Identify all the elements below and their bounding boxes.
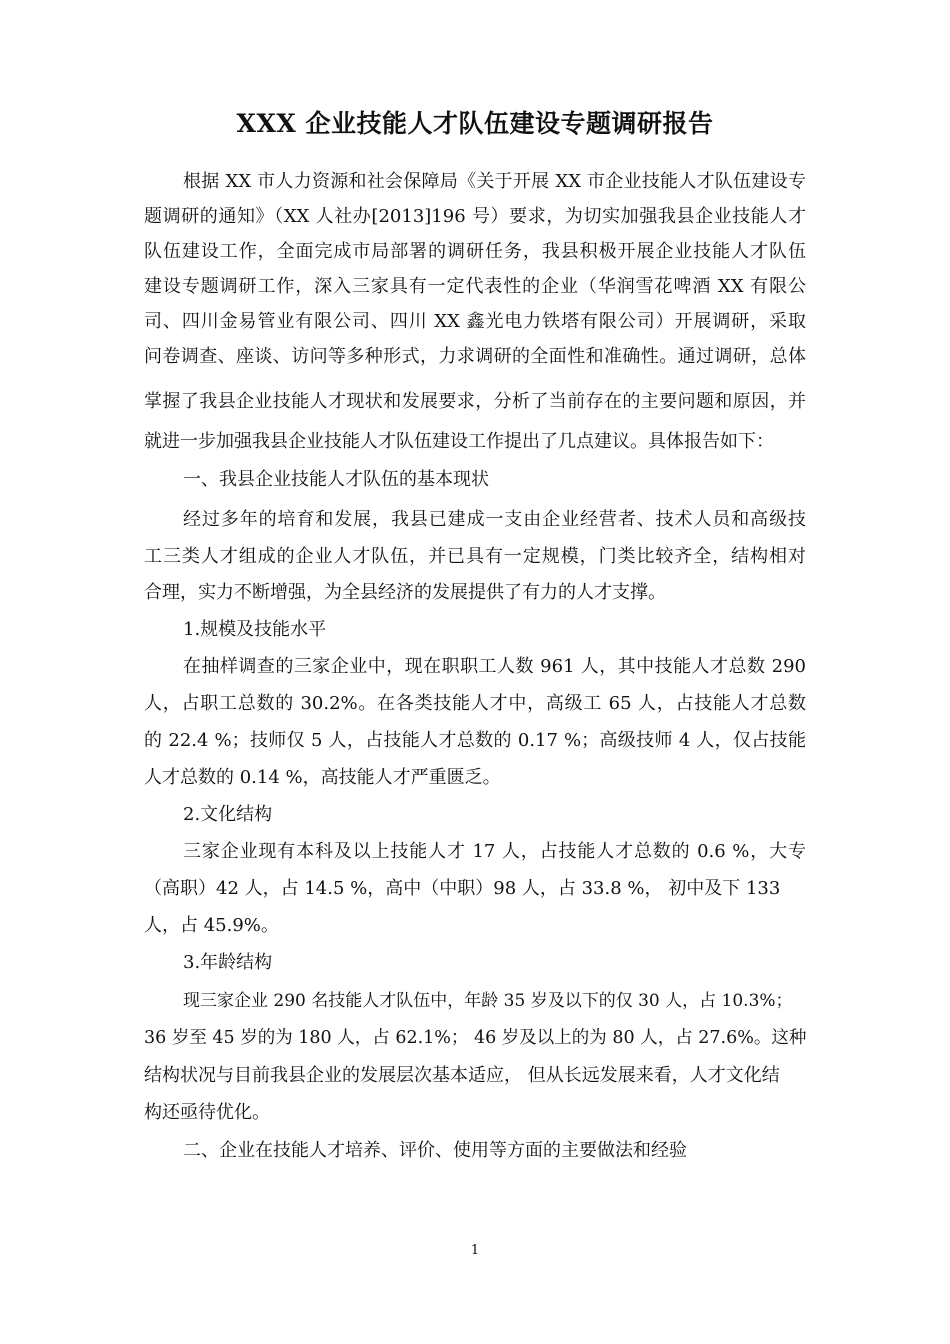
section-heading: 一、我县企业技能人才队伍的基本现状 <box>183 469 489 490</box>
paragraph-line: 现三家企业 290 名技能人才队伍中，年龄 35 岁及以下的仅 30 人，占 10.3%； <box>183 991 793 1011</box>
paragraph-line: 经过多年的培育和发展，我县已建成一支由企业经营者、技术人员和高级技 <box>183 509 806 530</box>
paragraph-line: 工三类人才组成的企业人才队伍，并已具有一定规模，门类比较齐全，结构相对 <box>144 546 806 567</box>
paragraph-line: 人才总数的 0.14 %，高技能人才严重匮乏。 <box>144 767 501 788</box>
section-heading: 二、企业在技能人才培养、评价、使用等方面的主要做法和经验 <box>183 1140 687 1161</box>
paragraph-line: 在抽样调查的三家企业中，现在职职工人数 961 人，其中技能人才总数 290 <box>183 656 806 677</box>
subsection-heading: 2.文化结构 <box>183 804 273 825</box>
paragraph-line: 就进一步加强我县企业技能人才队伍建设工作提出了几点建议。具体报告如下： <box>144 431 774 452</box>
paragraph-line: （高职）42 人，占 14.5 %，高中（中职）98 人，占 33.8 %， 初中及下 133 <box>144 878 781 899</box>
paragraph-line: 人，占 45.9%。 <box>144 915 279 936</box>
paragraph-line: 三家企业现有本科及以上技能人才 17 人，占技能人才总数的 0.6 %，大专 <box>183 841 806 862</box>
paragraph-line: 人，占职工总数的 30.2%。在各类技能人才中，高级工 65 人，占技能人才总数 <box>144 693 806 714</box>
paragraph-line: 根据 XX 市人力资源和社会保障局《关于开展 XX 市企业技能人才队伍建设专 <box>183 171 806 192</box>
paragraph-line: 题调研的通知》（XX 人社办[2013]196 号）要求，为切实加强我县企业技能人才 <box>144 206 806 227</box>
paragraph-line: 结构状况与目前我县企业的发展层次基本适应， 但从长远发展来看，人才文化结 <box>144 1065 780 1086</box>
subsection-heading: 3.年龄结构 <box>183 952 273 973</box>
paragraph-line: 掌握了我县企业技能人才现状和发展要求，分析了当前存在的主要问题和原因，并 <box>144 391 806 412</box>
subsection-heading: 1.规模及技能水平 <box>183 619 327 640</box>
page-number: 1 <box>470 1243 480 1258</box>
document-title: XXX 企业技能人才队伍建设专题调研报告 <box>236 109 714 138</box>
paragraph-line: 36 岁至 45 岁的为 180 人，占 62.1%； 46 岁及以上的为 80 人，占 27.6%。这种 <box>144 1028 807 1048</box>
paragraph-line: 队伍建设工作，全面完成市局部署的调研任务，我县积极开展企业技能人才队伍 <box>144 241 806 262</box>
paragraph-line: 司、四川金易管业有限公司、四川 XX 鑫光电力铁塔有限公司）开展调研，采取 <box>144 311 806 332</box>
paragraph-line: 的 22.4 %；技师仅 5 人，占技能人才总数的 0.17 %；高级技师 4 人，仅占技能 <box>144 730 806 751</box>
paragraph-line: 构还亟待优化。 <box>144 1102 270 1123</box>
paragraph-line: 问卷调查、座谈、访问等多种形式，力求调研的全面性和准确性。通过调研，总体 <box>144 346 806 367</box>
paragraph-line: 建设专题调研工作，深入三家具有一定代表性的企业（华润雪花啤酒 XX 有限公 <box>144 276 806 297</box>
paragraph-line: 合理，实力不断增强，为全县经济的发展提供了有力的人才支撑。 <box>144 582 666 603</box>
